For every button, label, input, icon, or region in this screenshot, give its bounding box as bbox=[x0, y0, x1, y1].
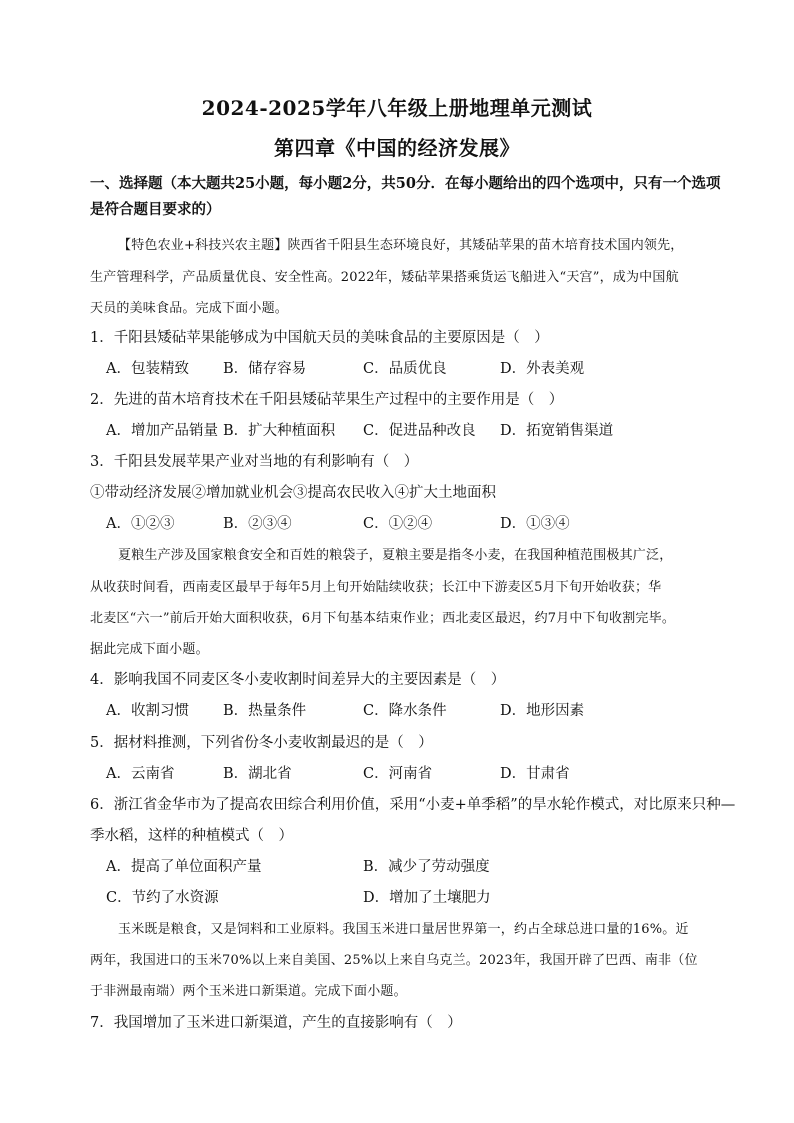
material3-line: 玉米既是粮食，又是饲料和工业原料。我国玉米进口量居世界第一，约占全球总进口量的16%。近 bbox=[118, 922, 689, 937]
option-a[interactable]: A．包装精致 bbox=[106, 361, 189, 377]
material2-line: 从收获时间看，西南麦区最早于每年5月上旬开始陆续收获；长江中下游麦区5月下旬开始收获；华 bbox=[90, 580, 662, 595]
option-c[interactable]: C．降水条件 bbox=[363, 703, 447, 719]
option-b[interactable]: B．扩大种植面积 bbox=[223, 423, 336, 439]
option-d[interactable]: D．增加了土壤肥力 bbox=[363, 890, 491, 906]
option-c[interactable]: C．①②④ bbox=[363, 516, 433, 532]
question-1: 1．千阳县矮砧苹果能够成为中国航天员的美味食品的主要原因是（ ） bbox=[90, 330, 549, 346]
material3-line: 两年，我国进口的玉米70%以上来自美国、25%以上来自乌克兰。2023年，我国开辟了巴西、南非（位 bbox=[90, 953, 698, 968]
option-d[interactable]: D．拓宽销售渠道 bbox=[500, 423, 614, 439]
question-6-line2: 季水稻，这样的种植模式（ ） bbox=[90, 828, 293, 844]
option-a[interactable]: A．①②③ bbox=[106, 516, 175, 532]
question-7: 7．我国增加了玉米进口新渠道，产生的直接影响有（ ） bbox=[90, 1015, 462, 1031]
option-b[interactable]: B．湖北省 bbox=[223, 766, 292, 782]
option-d[interactable]: D．①③④ bbox=[500, 516, 570, 532]
question-3: 3．千阳县发展苹果产业对当地的有利影响有（ ） bbox=[90, 454, 419, 470]
question-3-statements: ①带动经济发展②增加就业机会③提高农民收入④扩大土地面积 bbox=[90, 485, 496, 501]
option-b[interactable]: B．热量条件 bbox=[223, 703, 307, 719]
material2-line: 夏粮生产涉及国家粮食安全和百姓的粮袋子，夏粮主要是指冬小麦，在我国种植范围极其广泛， bbox=[118, 548, 673, 563]
option-a[interactable]: A．收割习惯 bbox=[106, 703, 189, 719]
option-b[interactable]: B．②③④ bbox=[223, 516, 292, 532]
question-6-line1: 6．浙江省金华市为了提高农田综合利用价值，采用“小麦+单季稻”的旱水轮作模式，对比原来只种— bbox=[90, 797, 736, 813]
option-a[interactable]: A．增加产品销量 bbox=[106, 423, 218, 439]
material2-line: 据此完成下面小题。 bbox=[90, 642, 209, 657]
question-4: 4．影响我国不同麦区冬小麦收割时间差异大的主要因素是（ ） bbox=[90, 672, 506, 688]
option-d[interactable]: D．外表美观 bbox=[500, 361, 585, 377]
option-a[interactable]: A．云南省 bbox=[106, 766, 175, 782]
option-b[interactable]: B．储存容易 bbox=[223, 361, 307, 377]
material2-line: 北麦区“六一”前后开始大面积收获，6月下旬基本结束作业；西北麦区最迟，约7月中下旬收割完毕。 bbox=[90, 611, 676, 626]
option-c[interactable]: C．河南省 bbox=[363, 766, 433, 782]
chapter-subtitle: 第四章《中国的经济发展》 bbox=[274, 136, 520, 160]
material1-line: 【特色农业+科技兴农主题】陕西省千阳县生态环境良好，其矮砧苹果的苗木培育技术国内领先， bbox=[118, 238, 684, 253]
option-b[interactable]: B．减少了劳动强度 bbox=[363, 859, 490, 875]
section-heading-line1: 一、选择题（本大题共25小题，每小题2分，共50分．在每小题给出的四个选项中，只有一个选项 bbox=[90, 175, 721, 192]
question-2: 2．先进的苗木培育技术在千阳县矮砧苹果生产过程中的主要作用是（ ） bbox=[90, 392, 564, 408]
question-5: 5．据材料推测，下列省份冬小麦收割最迟的是（ ） bbox=[90, 735, 433, 751]
option-d[interactable]: D．地形因素 bbox=[500, 703, 585, 719]
option-c[interactable]: C．品质优良 bbox=[363, 361, 447, 377]
option-d[interactable]: D．甘肃省 bbox=[500, 766, 570, 782]
material1-line: 天员的美味食品。完成下面小题。 bbox=[90, 301, 289, 316]
option-c[interactable]: C．促进品种改良 bbox=[363, 423, 476, 439]
exam-title: 2024-2025学年八年级上册地理单元测试 bbox=[201, 96, 593, 120]
material3-line: 于非洲最南端）两个玉米进口新渠道。完成下面小题。 bbox=[90, 984, 407, 999]
option-c[interactable]: C．节约了水资源 bbox=[106, 890, 219, 906]
option-a[interactable]: A．提高了单位面积产量 bbox=[106, 859, 262, 875]
section-heading-line2: 是符合题目要求的） bbox=[90, 201, 221, 218]
material1-line: 生产管理科学，产品质量优良、安全性高。2022年，矮砧苹果搭乘货运飞船进入“天宫”，成为中国航 bbox=[90, 270, 679, 285]
